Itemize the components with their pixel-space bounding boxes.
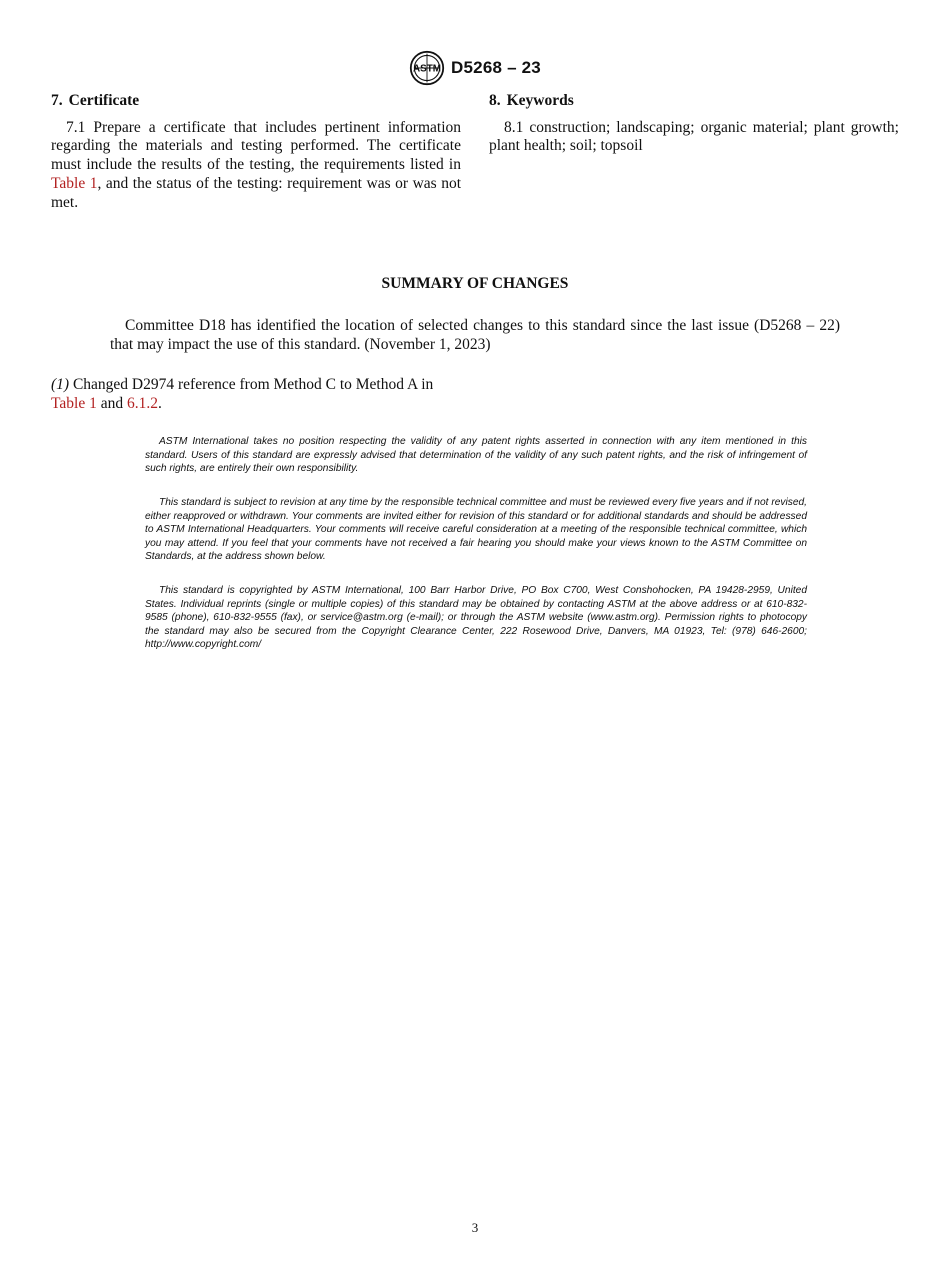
summary-title: SUMMARY OF CHANGES: [381, 275, 569, 292]
certificate-paragraph: [51, 119, 461, 213]
section-number: 7.: [51, 92, 63, 109]
table-1-link[interactable]: Table 1: [51, 174, 98, 192]
section-heading: [51, 92, 461, 111]
section-6-1-2-link[interactable]: 6.1.2: [126, 395, 158, 412]
patent-notice: ASTM International takes no position respecting the validity of any patent rights asserted in connection with any item mentioned in this standard. Users of this standard are expressly advised that determination of the validity of any such patent rights, and the risk of infringement of such rights, are entirely their own responsibility.: [145, 436, 807, 475]
logo-text: ASTM: [413, 63, 442, 75]
section-number: 8.: [489, 92, 501, 109]
summary-intro: Committee D18 has identified the location of selected changes to this standard since the last issue (D5268 – 22) that may impact the use of this standard. (November 1, 2023): [110, 317, 840, 353]
change-item-marker: (1): [51, 376, 70, 393]
section-keywords: [489, 92, 899, 156]
change-item-and: and: [96, 395, 127, 412]
astm-logo-icon: [409, 50, 445, 86]
section-title: Certificate: [68, 92, 140, 109]
page-number: 3: [471, 1220, 479, 1235]
page-header: [0, 50, 950, 86]
copyright-notice: This standard is copyrighted by ASTM International, 100 Barr Harbor Drive, PO Box C700, West Conshohocken, PA 19428-2959, United States. Individual reprints (single or multiple copies) of this standard may be obtained by contacting ASTM at the above address or at 610-832-9585 (phone), 610-832-9555 (fax), or service@astm.org (e-mail); or through the ASTM website (www.astm.org). Permission rights to photocopy the standard may also be secured from the Copyright Clearance Center, 222 Rosewood Drive, Danvers, MA 01923, Tel: (978) 646-2600; http://www.copyright.com/: [145, 585, 807, 651]
section-heading: [489, 92, 899, 111]
revision-notice: This standard is subject to revision at any time by the responsible technical committee and must be reviewed every five years and if not revised, either reapproved or withdrawn. Your comments are invited either for revision of this standard or for additional standards and should be addressed to ASTM International Headquarters. Your comments will receive careful consideration at a meeting of the responsible technical committee, which you may attend. If you feel that your comments have not received a fair hearing you should make your views known to the ASTM Committee on Standards, at the address shown below.: [145, 497, 807, 563]
paragraph-text-end: , and the status of the testing: requirement was or was not met.: [51, 174, 462, 211]
change-item: [51, 375, 461, 413]
keywords-paragraph: 8.1 construction; landscaping; organic material; plant growth; plant health; soil; topsoil: [489, 118, 899, 155]
table-1-link[interactable]: Table 1: [51, 395, 97, 412]
paragraph-text-start: 7.1 Prepare a certificate that includes pertinent information regarding the materials and testing performed. The certificate must include the results of the testing, the requirements listed in: [51, 118, 461, 174]
standard-designation: D5268 – 23: [451, 58, 541, 77]
section-title: Keywords: [506, 92, 574, 109]
change-item-end: .: [157, 395, 162, 412]
change-item-text: Changed D2974 reference from Method C to Method A in: [69, 376, 434, 393]
section-certificate: [51, 92, 461, 212]
